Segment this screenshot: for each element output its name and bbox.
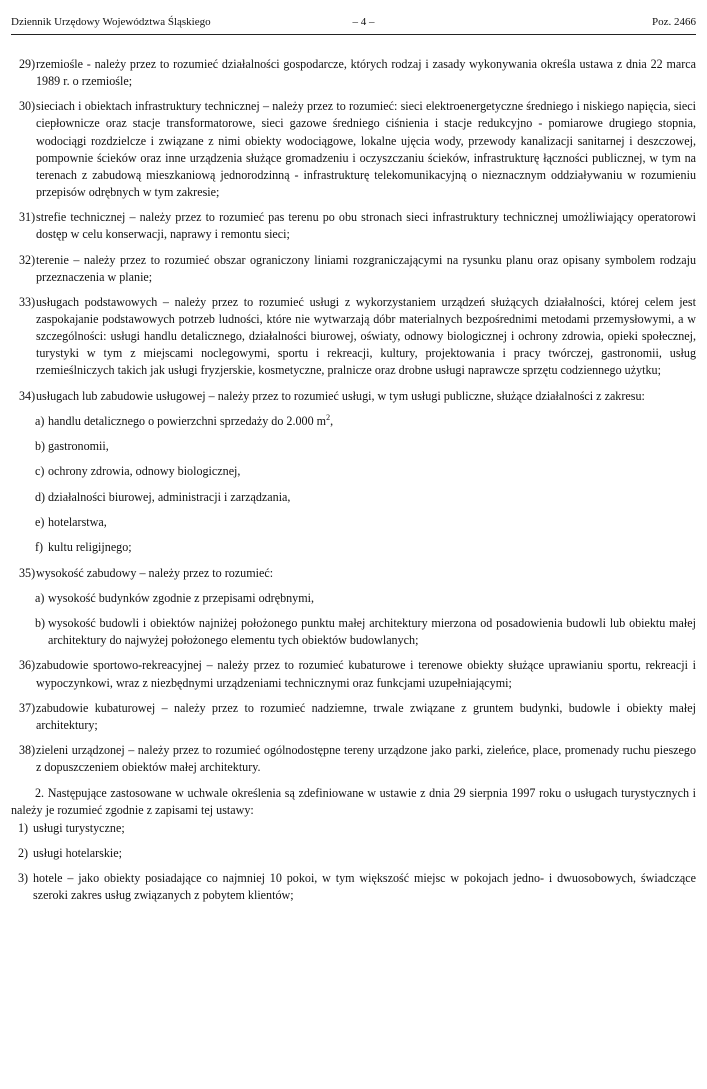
sub-text: handlu detalicznego o powierzchni sprzedaży do 2.000 m: [48, 413, 327, 428]
definition-item-32: [11, 252, 696, 286]
definition-item-38: [11, 742, 696, 776]
item-text: rzemiośle - należy przez to rozumieć działalności gospodarcze, których rodzaj i zasady wykonywania określa ustawa z dnia 22 marca 1989 r. o rzemiośle;: [36, 57, 696, 89]
item-number: 37): [19, 700, 36, 715]
item-text: zabudowie kubaturowej – należy przez to rozumieć nadziemne, trwale związane z gruntem budynki, budowle i obiekty małej architektury;: [36, 700, 696, 732]
sub-letter: b): [35, 439, 46, 454]
item-number: 29): [19, 57, 36, 71]
item-number: 38): [19, 743, 36, 758]
paragraph-2: 2. Następujące zastosowane w uchwale określenia są zdefiniowane w ustawie z dnia 29 sierpnia 1997 roku o usługach turystycznych i należy je rozumieć zgodnie z zapisami tej ustawy:: [11, 785, 696, 817]
item-text: terenie – należy przez to rozumieć obszar ograniczony liniami rozgraniczającymi na rysunku planu oraz opisany symbolem rodzaju przeznaczenia w planie;: [36, 252, 696, 284]
tourism-item-1: [11, 820, 696, 837]
definition-item-34: [11, 388, 696, 405]
definition-item-30: [11, 98, 696, 201]
item-text: usługach lub zabudowie usługowej – należy przez to rozumieć usługi, w tym usługi publiczne, służące działalności z zakresu:: [36, 388, 645, 403]
tourism-item-2: [11, 845, 696, 862]
sub-text: wysokość budowli i obiektów najniżej położonego punktu małej architektury mierzona od posadowienia budowli lub obiektu małej architektury do najwyżej położonego elementu tych obiektów budowlanych;: [48, 616, 696, 648]
definition-item-35: [11, 565, 696, 582]
page-header: [11, 10, 696, 35]
sub-letter: e): [35, 514, 45, 529]
sub-item-34b: [11, 438, 696, 455]
item-number: 35): [19, 565, 36, 580]
item-text: hotele – jako obiekty posiadające co najmniej 10 pokoi, w tym większość miejsc w pokojach jedno- i dwuosobowych, świadczące szeroki zakres usług związanych z pobytem klientów;: [33, 871, 696, 903]
sub-item-34a: [11, 413, 696, 430]
journal-title: Dziennik Urzędowy Województwa Śląskiego: [11, 16, 211, 28]
item-text: sieciach i obiektach infrastruktury technicznej – należy przez to rozumieć: sieci elektroenergetyczne średniego i niskiego napięcia, sieci ciepłownicze oraz stacje transformatorowe, sieci gazowe średniego ciśnienia i stacje redukcyjno - pomiarowe drugiego stopnia, wodociągi rozdzielcze i związane z nimi obiekty wodociągowe, lokalne ujęcia wody, przewody kanalizacji sanitarnej i deszczowej, pompownie ścieków oraz inne urządzenia służące gromadzeniu i oczyszczaniu ścieków, infrastrukturę łączności publicznej, w tym na terenach z zabudową mieszkaniową jednorodzinną - infrastrukturę telekomunikacyjną o nieznacznym oddziaływaniu w rozumieniu przepisów odrębnych w tym zakresie;: [36, 99, 696, 199]
sub-text: ochrony zdrowia, odnowy biologicznej,: [48, 464, 241, 479]
sub-letter: b): [35, 616, 46, 631]
sub-text: kultu religijnego;: [48, 540, 132, 555]
sub-text: gastronomii,: [48, 439, 109, 454]
sub-letter: f): [35, 540, 44, 555]
item-number: 31): [19, 210, 36, 225]
superscript: 2: [326, 412, 331, 422]
sub-item-35b: [11, 615, 696, 649]
page-number: – 4 –: [352, 16, 375, 28]
sub-text: działalności biurowej, administracji i zarządzania,: [48, 489, 291, 504]
item-text: strefie technicznej – należy przez to rozumieć pas terenu po obu stronach sieci infrastruktury technicznej umożliwiający operatorowi dostęp w celu konserwacji, naprawy i remontu sieci;: [36, 210, 696, 242]
item-text: usługi hotelarskie;: [33, 846, 123, 861]
definition-item-33: [11, 294, 696, 379]
sub-letter: a): [35, 413, 45, 428]
sub-item-34e: [11, 514, 696, 531]
tourism-item-3: [11, 870, 696, 904]
item-number: 2): [18, 846, 29, 861]
sub-item-34f: [11, 539, 696, 556]
item-number: 34): [19, 388, 36, 403]
item-number: 33): [19, 294, 36, 309]
item-text: wysokość zabudowy – należy przez to rozumieć:: [36, 565, 274, 580]
sub-item-35a: [11, 590, 696, 607]
item-number: 36): [19, 658, 36, 673]
item-number: 1): [18, 820, 29, 835]
sub-letter: a): [35, 590, 45, 605]
item-number: 30): [19, 99, 36, 114]
item-text: usługach podstawowych – należy przez to rozumieć usługi z wykorzystaniem urządzeń służących działalności, której celem jest zaspokajanie podstawowych potrzeb ludności, które nie wytwarzają dóbr materialnych bezpośrednimi metodami przemysłowymi, a w szczególności: usługi handlu detalicznego, działalności biurowej, oświaty, odnowy biologicznej i ochrony zdrowia, opieki społecznej, turystyki w tym z miejscami noclegowymi, sportu i rekreacji, kultury, projektowania i pracy twórczej, gastronomii, usług rzemieślniczych takich jak usługi fryzjerskie, kosmetyczne, pralnicze oraz drobne usługi naprawcze sprzętu codziennego użytku;: [36, 294, 696, 378]
definition-item-31: [11, 209, 696, 243]
item-text: zieleni urządzonej – należy przez to rozumieć ogólnodostępne tereny urządzone jako parki, zieleńce, place, promenady ruchu pieszego z dopuszczeniem obiektów małej architektury.: [36, 743, 696, 775]
sub-text: hotelarstwa,: [48, 514, 107, 529]
definition-item-36: [11, 657, 696, 691]
sub-item-34d: [11, 489, 696, 506]
item-number: 32): [19, 252, 36, 267]
item-text: usługi turystyczne;: [33, 820, 125, 835]
item-text: zabudowie sportowo-rekreacyjnej – należy przez to rozumieć kubaturowe i terenowe obiekty służące uprawianiu sportu, rekreacji i wypoczynkowi, wraz z niezbędnymi urządzeniami technicznymi oraz funkcjami uzupełniającymi;: [36, 658, 696, 690]
position-number: Poz. 2466: [652, 16, 696, 28]
sub-letter: d): [35, 489, 46, 504]
item-number: 3): [18, 871, 29, 886]
sub-text: wysokość budynków zgodnie z przepisami odrębnymi,: [48, 590, 315, 605]
sub-item-34c: [11, 463, 696, 480]
sub-letter: c): [35, 464, 45, 479]
document-body: [11, 56, 696, 913]
definition-item-29: [11, 56, 696, 90]
sub-text-after: ,: [330, 413, 334, 428]
definition-item-37: [11, 700, 696, 734]
